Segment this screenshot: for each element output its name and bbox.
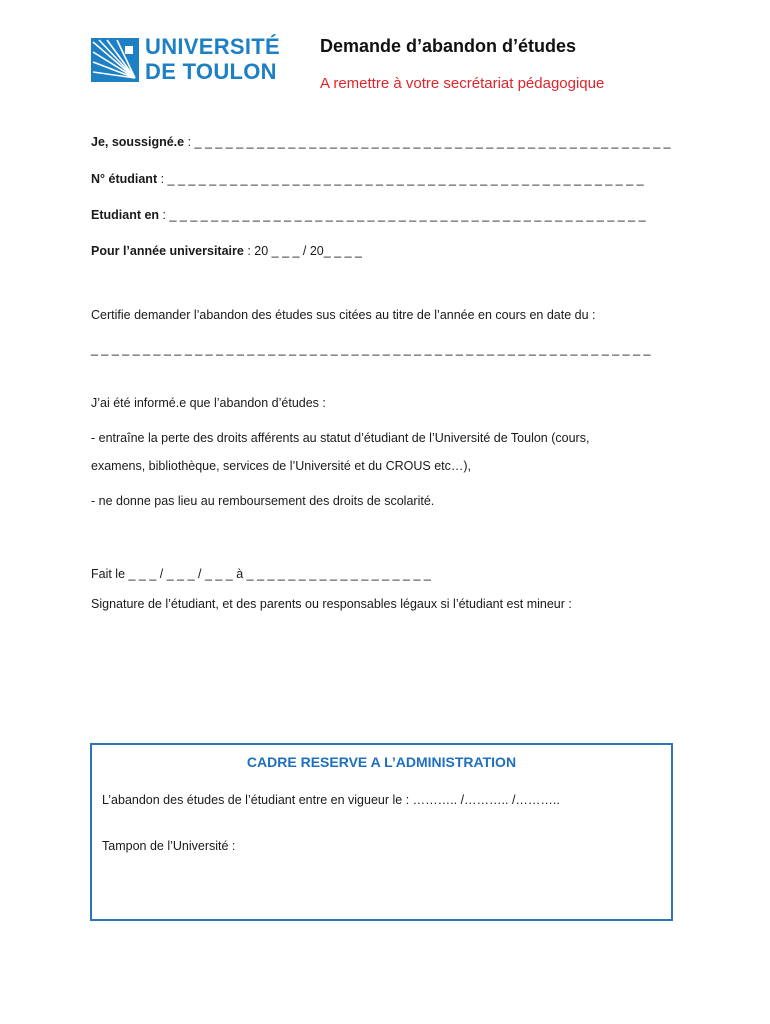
university-logo	[91, 36, 296, 84]
field-soussigne[interactable]	[91, 135, 671, 149]
field-soussigne-label: Je, soussigné.e	[91, 135, 185, 149]
field-annee-blank: : 20 _ _ _ / 20_ _ _ _	[243, 244, 362, 258]
document-title: Demande d’abandon d’études	[320, 36, 577, 56]
field-etudiant-en-blank: : _ _ _ _ _ _ _ _ _ _ _ _ _ _ _ _ _ _ _ _ _ _ _ _ _ _ _ _ _ _ _ _ _ _ _ _ _ _ _ _ _ _ _ _ _ _	[159, 208, 646, 222]
field-etudiant-en-label: Etudiant en	[91, 208, 160, 222]
fait-le-field[interactable]: Fait le _ _ _ / _ _ _ / _ _ _ à _ _ _ _ _ _ _ _ _ _ _ _ _ _ _ _ _ _	[91, 567, 431, 581]
information-item1-line2: examens, bibliothèque, services de l’Université et du CROUS etc…),	[91, 459, 472, 473]
field-numero-etudiant[interactable]	[91, 172, 644, 186]
document-subtitle: A remettre à votre secrétariat pédagogique	[320, 75, 605, 92]
admin-vigueur-field[interactable]: L’abandon des études de l’étudiant entre en vigueur le : ……….. /……….. /………..	[102, 793, 560, 807]
information-item2: - ne donne pas lieu au remboursement des droits de scolarité.	[91, 494, 435, 508]
signature-label: Signature de l’étudiant, et des parents ou responsables légaux si l’étudiant est mineur :	[91, 597, 572, 611]
field-annee-label: Pour l’année universitaire	[91, 244, 244, 258]
field-annee-universitaire[interactable]	[91, 244, 362, 258]
administration-box-title: CADRE RESERVE A L’ADMINISTRATION	[246, 754, 517, 770]
certification-date-field[interactable]: _ _ _ _ _ _ _ _ _ _ _ _ _ _ _ _ _ _ _ _ _ _ _ _ _ _ _ _ _ _ _ _ _ _ _ _ _ _ _ _ _ _ _ _ _ _ _ _ _ _ _ _ _ _	[91, 342, 651, 356]
logo-text-line1: UNIVERSITÉ	[145, 34, 281, 59]
information-item1-line1: - entraîne la perte des droits afférents au statut d’étudiant de l’Université de Toulon (cours,	[91, 431, 590, 445]
information-intro: J’ai été informé.e que l’abandon d’études :	[91, 396, 326, 410]
field-numero-label: N° étudiant	[91, 172, 158, 186]
administration-box	[90, 743, 673, 921]
certification-text: Certifie demander l’abandon des études sus citées au titre de l’année en cours en date du :	[91, 308, 596, 322]
field-soussigne-blank: : _ _ _ _ _ _ _ _ _ _ _ _ _ _ _ _ _ _ _ _ _ _ _ _ _ _ _ _ _ _ _ _ _ _ _ _ _ _ _ _ _ _ _ _ _ _	[184, 135, 671, 149]
logo-text-line2: DE TOULON	[145, 59, 277, 84]
logo-sunburst-icon	[91, 38, 139, 82]
admin-tampon-label: Tampon de l’Université :	[102, 839, 236, 853]
field-etudiant-en[interactable]	[91, 208, 646, 222]
field-numero-blank: : _ _ _ _ _ _ _ _ _ _ _ _ _ _ _ _ _ _ _ _ _ _ _ _ _ _ _ _ _ _ _ _ _ _ _ _ _ _ _ _ _ _ _ _ _ _	[157, 172, 644, 186]
